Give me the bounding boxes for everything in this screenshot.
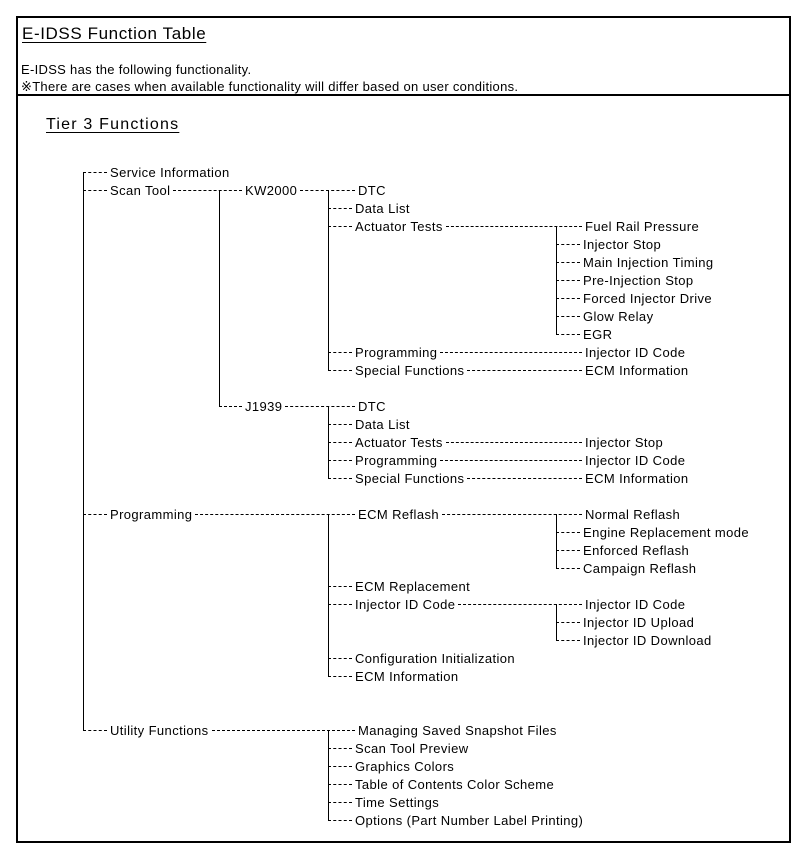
node-fuel-rail-pressure: Fuel Rail Pressure	[585, 218, 700, 234]
tree-connector	[556, 550, 580, 551]
tree-connector	[173, 190, 242, 191]
tree-row	[328, 577, 473, 595]
node-programming-ecm-information: ECM Information	[355, 668, 459, 684]
tree-connector	[556, 298, 580, 299]
tree-connector	[556, 568, 580, 569]
tree-row	[328, 739, 472, 757]
intro-text: E-IDSS has the following functionality.	[21, 62, 252, 77]
tree-connector	[328, 658, 352, 659]
intro-note: ※There are cases when available functionality will differ based on user conditions.	[21, 79, 519, 94]
tree-segment	[328, 217, 582, 235]
tree-connector	[328, 478, 352, 479]
node-j1939-data-list: Data List	[355, 416, 410, 432]
tree-connector	[467, 370, 582, 371]
tree-row	[556, 253, 717, 271]
tree-row	[328, 361, 692, 379]
tree-connector	[83, 172, 107, 173]
node-options-part-number-label-printing: Options (Part Number Label Printing)	[355, 812, 584, 828]
tree-connector	[83, 514, 107, 515]
tree-connector	[328, 820, 352, 821]
tree-connector	[446, 226, 582, 227]
tree-connector	[556, 244, 580, 245]
tree-segment	[328, 433, 582, 451]
node-kw2000-special-functions: Special Functions	[355, 362, 465, 378]
tree-connector	[556, 316, 580, 317]
node-programming: Programming	[110, 506, 193, 522]
node-ecm-reflash: ECM Reflash	[358, 506, 439, 522]
node-j1939: J1939	[245, 398, 283, 414]
tree-connector	[195, 514, 355, 515]
tree-row	[556, 631, 715, 649]
node-normal-reflash: Normal Reflash	[585, 506, 681, 522]
tree-row	[219, 397, 389, 415]
tree-connector	[328, 424, 352, 425]
tree-row	[556, 559, 699, 577]
tree-segment	[328, 469, 582, 487]
node-injector-stop: Injector Stop	[583, 236, 662, 252]
node-injector-id-download: Injector ID Download	[583, 632, 712, 648]
tree-segment	[328, 361, 582, 379]
node-j1939-injector-stop: Injector Stop	[585, 434, 664, 450]
tree-connector	[328, 586, 352, 587]
node-enforced-reflash: Enforced Reflash	[583, 542, 690, 558]
node-injector-id-code-parent: Injector ID Code	[355, 596, 456, 612]
node-scan-tool: Scan Tool	[110, 182, 171, 198]
tree-segment	[242, 397, 355, 415]
tree-connector	[212, 730, 355, 731]
node-managing-saved-snapshot-files: Managing Saved Snapshot Files	[358, 722, 557, 738]
node-j1939-special-functions: Special Functions	[355, 470, 465, 486]
tree-connector	[219, 406, 242, 407]
tree-segment	[328, 343, 582, 361]
tree-segment	[328, 595, 582, 613]
tree-connector	[328, 802, 352, 803]
tree-segment	[355, 505, 582, 523]
tree-row	[556, 325, 615, 343]
tree-connector	[442, 514, 582, 515]
node-ecm-replacement: ECM Replacement	[355, 578, 471, 594]
node-kw2000-actuator-tests: Actuator Tests	[355, 218, 443, 234]
node-campaign-reflash: Campaign Reflash	[583, 560, 697, 576]
tree-connector	[83, 190, 107, 191]
section-title: Tier 3 Functions	[46, 116, 180, 133]
tree-connector	[556, 334, 580, 335]
tree-row	[556, 235, 664, 253]
node-utility-functions: Utility Functions	[110, 722, 209, 738]
tree-segment	[242, 181, 355, 199]
tree-connector	[328, 442, 352, 443]
node-glow-relay: Glow Relay	[583, 308, 654, 324]
node-engine-replacement-mode: Engine Replacement mode	[583, 524, 750, 540]
node-pre-injection-stop: Pre-Injection Stop	[583, 272, 694, 288]
tree-row	[556, 289, 715, 307]
tree-row	[328, 595, 688, 613]
tree-row	[556, 307, 656, 325]
node-toc-color-scheme: Table of Contents Color Scheme	[355, 776, 555, 792]
node-kw2000-ecm-information: ECM Information	[585, 362, 689, 378]
tree-connector	[285, 406, 355, 407]
tree-row	[328, 451, 688, 469]
node-j1939-actuator-tests: Actuator Tests	[355, 434, 443, 450]
tree-connector	[328, 604, 352, 605]
tree-connector	[556, 532, 580, 533]
tree-connector	[328, 766, 352, 767]
tree-row	[328, 199, 413, 217]
tree-connector	[328, 226, 352, 227]
tree-row	[328, 757, 457, 775]
tree-connector	[556, 622, 580, 623]
node-service-information: Service Information	[110, 164, 230, 180]
tree-row	[328, 433, 666, 451]
node-main-injection-timing: Main Injection Timing	[583, 254, 714, 270]
tree-segment	[328, 451, 582, 469]
tree-row	[328, 343, 688, 361]
node-graphics-colors: Graphics Colors	[355, 758, 455, 774]
tree-connector	[328, 208, 352, 209]
tree-connector	[458, 604, 582, 605]
node-kw2000-injector-id-code: Injector ID Code	[585, 344, 686, 360]
tree-segment	[83, 181, 242, 199]
node-j1939-dtc: DTC	[358, 398, 386, 414]
node-kw2000-dtc: DTC	[358, 182, 386, 198]
tree-connector	[83, 730, 107, 731]
tree-segment	[83, 721, 355, 739]
tree-segment	[83, 505, 355, 523]
tree-connector	[328, 460, 352, 461]
node-configuration-initialization: Configuration Initialization	[355, 650, 516, 666]
tree-row	[556, 613, 697, 631]
tree-connector	[467, 478, 582, 479]
node-j1939-ecm-information: ECM Information	[585, 470, 689, 486]
tree-connector	[328, 370, 352, 371]
tree-row	[83, 505, 683, 523]
tree-connector	[440, 460, 582, 461]
tree-connector	[328, 784, 352, 785]
tree-row	[83, 721, 560, 739]
tree-row	[328, 415, 413, 433]
tree-row	[328, 667, 462, 685]
tree-row	[328, 469, 692, 487]
tree-row	[328, 811, 586, 829]
tree-row	[556, 523, 752, 541]
tree-row	[556, 541, 692, 559]
node-kw2000-data-list: Data List	[355, 200, 410, 216]
node-egr: EGR	[583, 326, 613, 342]
node-kw2000: KW2000	[245, 182, 298, 198]
node-j1939-programming: Programming	[355, 452, 438, 468]
tree-row	[83, 163, 233, 181]
node-kw2000-programming: Programming	[355, 344, 438, 360]
tree-connector	[440, 352, 582, 353]
tree-connector	[328, 352, 352, 353]
node-time-settings: Time Settings	[355, 794, 440, 810]
tree-connector	[556, 262, 580, 263]
node-j1939-injector-id-code: Injector ID Code	[585, 452, 686, 468]
node-injector-id-code: Injector ID Code	[585, 596, 686, 612]
tree-row	[328, 793, 442, 811]
tree-connector	[556, 280, 580, 281]
tree-row	[83, 181, 389, 199]
tree-row	[328, 217, 702, 235]
tree-vline-root	[83, 172, 84, 730]
page-title: E-IDSS Function Table	[22, 24, 207, 43]
tree-vline-scantool	[219, 190, 220, 406]
tree-row	[328, 775, 557, 793]
node-scan-tool-preview: Scan Tool Preview	[355, 740, 469, 756]
tree-row	[556, 271, 697, 289]
node-injector-id-upload: Injector ID Upload	[583, 614, 695, 630]
tree-segment	[219, 397, 242, 415]
tree-connector	[556, 640, 580, 641]
node-forced-injector-drive: Forced Injector Drive	[583, 290, 713, 306]
tree-connector	[328, 748, 352, 749]
tree-row	[328, 649, 518, 667]
tree-connector	[446, 442, 582, 443]
tree-connector	[328, 676, 352, 677]
tree-connector	[300, 190, 355, 191]
